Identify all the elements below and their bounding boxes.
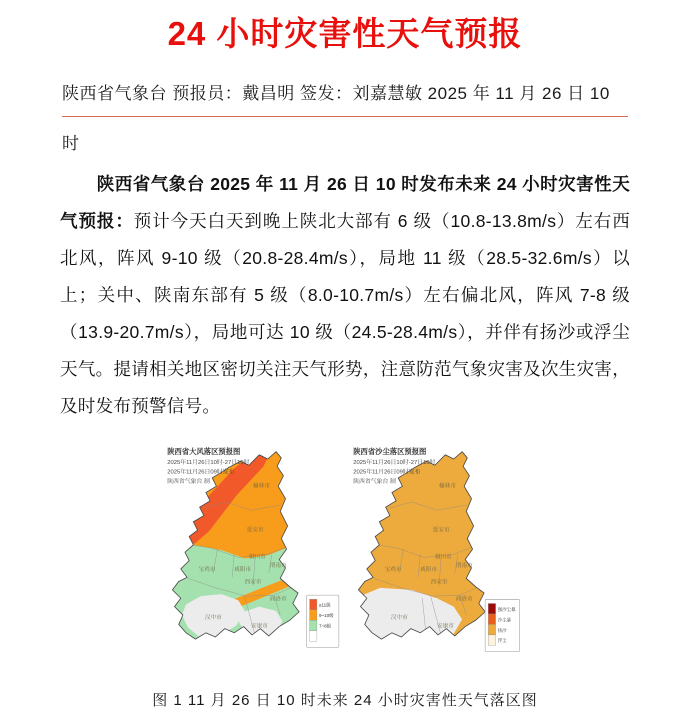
svg-text:咸阳市: 咸阳市 [234, 567, 252, 574]
legend-swatch [488, 614, 495, 624]
legend-swatch [488, 635, 495, 645]
svg-text:强沙尘暴: 强沙尘暴 [497, 606, 516, 612]
svg-text:西安市: 西安市 [430, 579, 448, 586]
wind-map [163, 441, 341, 677]
map-issue-time: 2025年11月26日09时发布 [167, 469, 235, 476]
map-maker: 陕西省气象台 制 [167, 479, 210, 486]
map-valid-period: 2025年11月26日10时-27日10时 [167, 460, 250, 467]
legend-swatch [310, 631, 317, 641]
svg-text:铜川市: 铜川市 [434, 554, 452, 561]
svg-text:汉中市: 汉中市 [204, 615, 222, 622]
legend-swatch [310, 620, 317, 630]
svg-text:渭南市: 渭南市 [455, 562, 473, 569]
svg-text:安康市: 安康市 [250, 623, 268, 630]
legend-swatch [310, 610, 317, 620]
forecast-body: 预计今天白天到晚上陕北大部有 6 级（10.8-13.8m/s）左右西北风，阵风 9-10 级（20.8-28.4m/s），局地 11 级（28.5-32.6m/s）以上；关中、陕南东部有 5 级（8.0-10.7m/s）左右偏北风，阵风 7-8 级（13.9-20.7m/s），局地可达 10 级（24.5-28.4m/s），并伴有扬沙或浮尘天气。提请相关地区密切关注天气形势，注意防范气象灾害及次生灾害，及时发布预警信号。 [60, 211, 631, 416]
figure-caption: 图 1 11 月 26 日 10 时未来 24 小时灾害性天气落区图 [152, 692, 538, 709]
svg-text:延安市: 延安市 [246, 527, 264, 534]
svg-text:西安市: 西安市 [244, 579, 262, 586]
weather-bulletin [0, 8, 690, 709]
svg-text:渭南市: 渭南市 [269, 562, 287, 569]
svg-text:商洛市: 商洛市 [269, 596, 287, 603]
svg-text:宝鸡市: 宝鸡市 [384, 567, 402, 574]
meta-line-wrap: 时 [62, 134, 79, 153]
meta-line [62, 79, 628, 117]
dust-map [349, 441, 527, 677]
svg-text:7~8级: 7~8级 [319, 623, 332, 629]
svg-text:扬沙: 扬沙 [497, 627, 507, 633]
meta-line-text: 陕西省气象台 预报员：戴昌明 签发：刘嘉慧敏 2025 年 11 月 26 日 10 [62, 84, 610, 103]
svg-text:≥11级: ≥11级 [319, 602, 331, 608]
map-maker: 陕西省气象台 制 [353, 479, 396, 486]
svg-text:9~10级: 9~10级 [319, 613, 334, 619]
map-title: 陕西省大风落区预报图 [167, 446, 241, 456]
legend-swatch [310, 599, 317, 609]
svg-text:榆林市: 榆林市 [253, 483, 270, 490]
map-issue-time: 2025年11月26日09时发布 [353, 469, 421, 476]
wind-zone-mid-north [163, 441, 341, 561]
svg-text:延安市: 延安市 [432, 527, 450, 534]
forecast-lead: 陕西省气象台 2025 年 11 月 26 日 10 时发布未来 24 小时灾害性天气预报： [60, 174, 630, 231]
map-valid-period: 2025年11月26日10时-27日10时 [353, 460, 436, 467]
map-title: 陕西省沙尘落区预报图 [353, 446, 427, 456]
legend-swatch [488, 604, 495, 614]
svg-text:铜川市: 铜川市 [248, 554, 266, 561]
legend-swatch [488, 624, 495, 634]
page-title: 24 小时灾害性天气预报 [167, 15, 523, 52]
dust-legend [485, 599, 520, 651]
svg-text:榆林市: 榆林市 [439, 483, 456, 490]
svg-text:沙尘暴: 沙尘暴 [497, 617, 512, 623]
svg-text:宝鸡市: 宝鸡市 [198, 567, 216, 574]
forecast-paragraph [60, 166, 630, 425]
svg-text:汉中市: 汉中市 [390, 615, 408, 622]
svg-text:安康市: 安康市 [436, 623, 454, 630]
svg-text:咸阳市: 咸阳市 [420, 567, 438, 574]
maps-row [0, 441, 690, 677]
svg-text:商洛市: 商洛市 [455, 596, 473, 603]
svg-text:浮尘: 浮尘 [497, 638, 507, 644]
wind-legend [306, 595, 338, 647]
